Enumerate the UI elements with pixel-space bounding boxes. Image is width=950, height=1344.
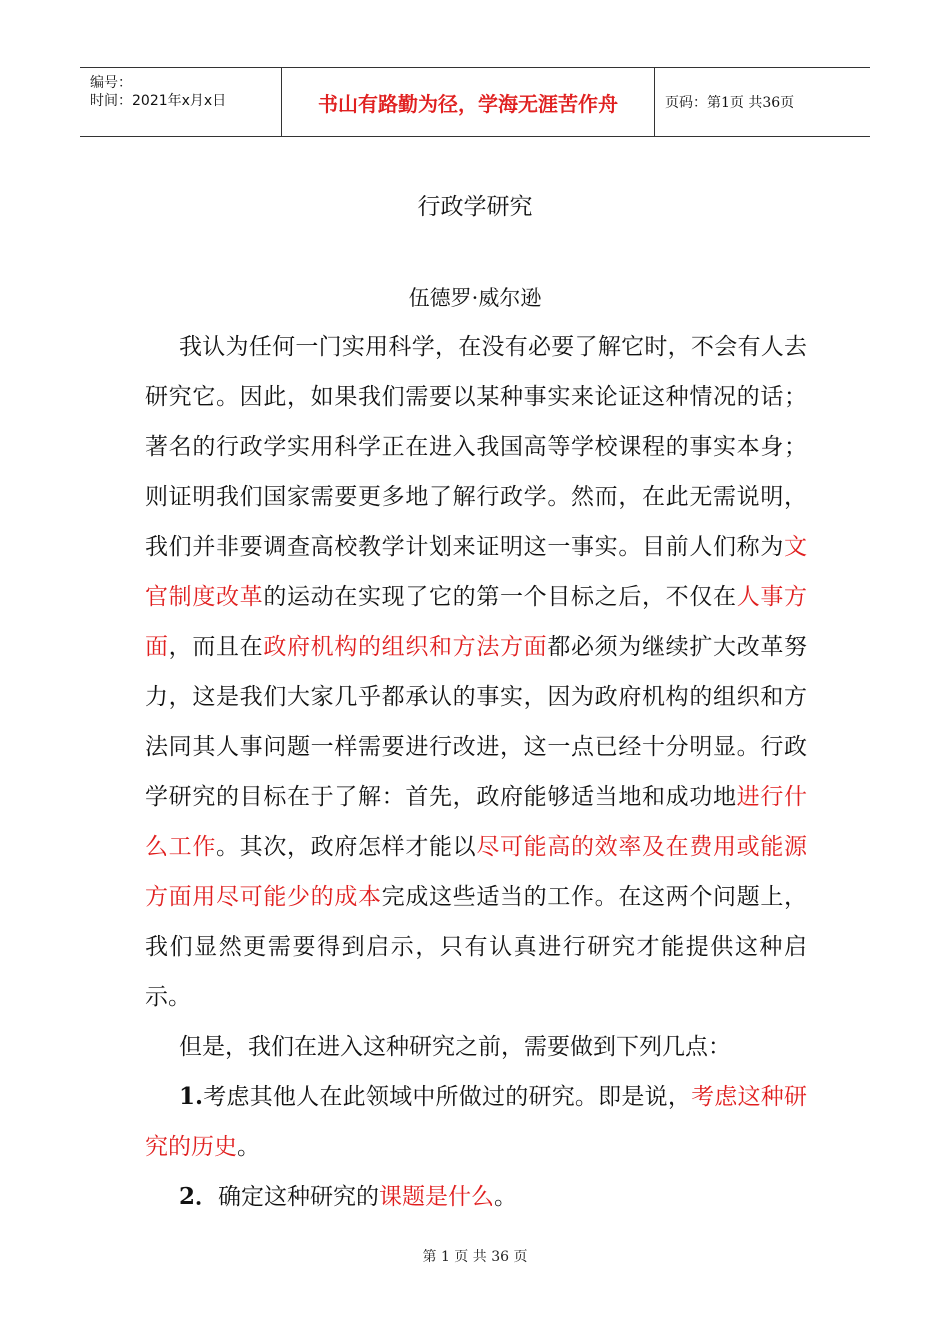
text-run: 的运动在实现了它的第一个目标之后，不仅在 (263, 584, 737, 610)
highlight-text: 课题是什么 (379, 1184, 495, 1210)
motto-text: 书山有路勤为径，学海无涯苦作舟 (318, 91, 618, 116)
text-run: 确定这种研究的 (218, 1184, 380, 1210)
highlight-text: 进行什么工作 (145, 784, 808, 860)
document-title: 行政学研究 (417, 194, 533, 220)
text-run: 。 (494, 1184, 518, 1210)
highlight-text: 尽可能高的效率及在费用或能源方面用尽可能少的成本 (145, 834, 808, 910)
page-footer: 第 1 页 共 36 页 (422, 1249, 528, 1265)
text-run: 完成这些适当的工作。在这两个问题上，我们显然更需要得到启示，只有认真进行研究才能提供这种启示。 (145, 884, 808, 1010)
list-number: 2． (179, 1183, 219, 1210)
text-run: 。其次，政府怎样才能以 (216, 834, 477, 860)
text-run: ，而且在 (168, 634, 264, 660)
header-page-cell (655, 68, 870, 136)
header-motto-cell (282, 68, 655, 136)
header-meta-cell (80, 68, 282, 136)
highlight-text: 政府机构的组织和方法方面 (263, 634, 548, 660)
text-run: 。 (237, 1134, 260, 1160)
paragraph-requirements: 但是，我们在进入这种研究之前，需要做到下列几点： (179, 1034, 731, 1060)
highlight-text: 考虑这种研究的历史 (145, 1084, 808, 1160)
author-name: 伍德罗·威尔逊 (408, 286, 542, 310)
list-number: 1. (179, 1083, 204, 1110)
highlight-text: 人事方面 (145, 584, 808, 660)
text-run: 我认为任何一门实用科学，在没有必要了解它时，不会有人去研究它。因此，如果我们需要以某种事实来论证这种情况的话；著名的行政学实用科学正在进入我国高等学校课程的事实本身；则证明我们国家需要更多地了解行政学。然而，在此无需说明，我们并非要调查高校教学计划来证明这一事实。目前人们称为 (145, 334, 807, 560)
paragraph-intro (145, 322, 807, 1022)
list-item-1 (145, 1072, 807, 1172)
time-label: 时间：2021年x月x日 (90, 93, 227, 109)
page-info: 页码：第1页 共36页 (665, 95, 795, 111)
list-item-2 (145, 1172, 807, 1222)
number-label: 编号： (90, 75, 132, 91)
page-header (80, 67, 870, 137)
text-run: 都必须为继续扩大改革努力，这是我们大家几乎都承认的事实，因为政府机构的组织和方法同其人事问题一样需要进行改进，这一点已经十分明显。行政学研究的目标在于了解：首先，政府能够适当地和成功地 (145, 634, 808, 810)
highlight-text: 文官制度改革 (145, 534, 807, 610)
document-body (145, 322, 807, 1222)
text-run: 考虑其他人在此领域中所做过的研究。即是说， (203, 1084, 692, 1110)
